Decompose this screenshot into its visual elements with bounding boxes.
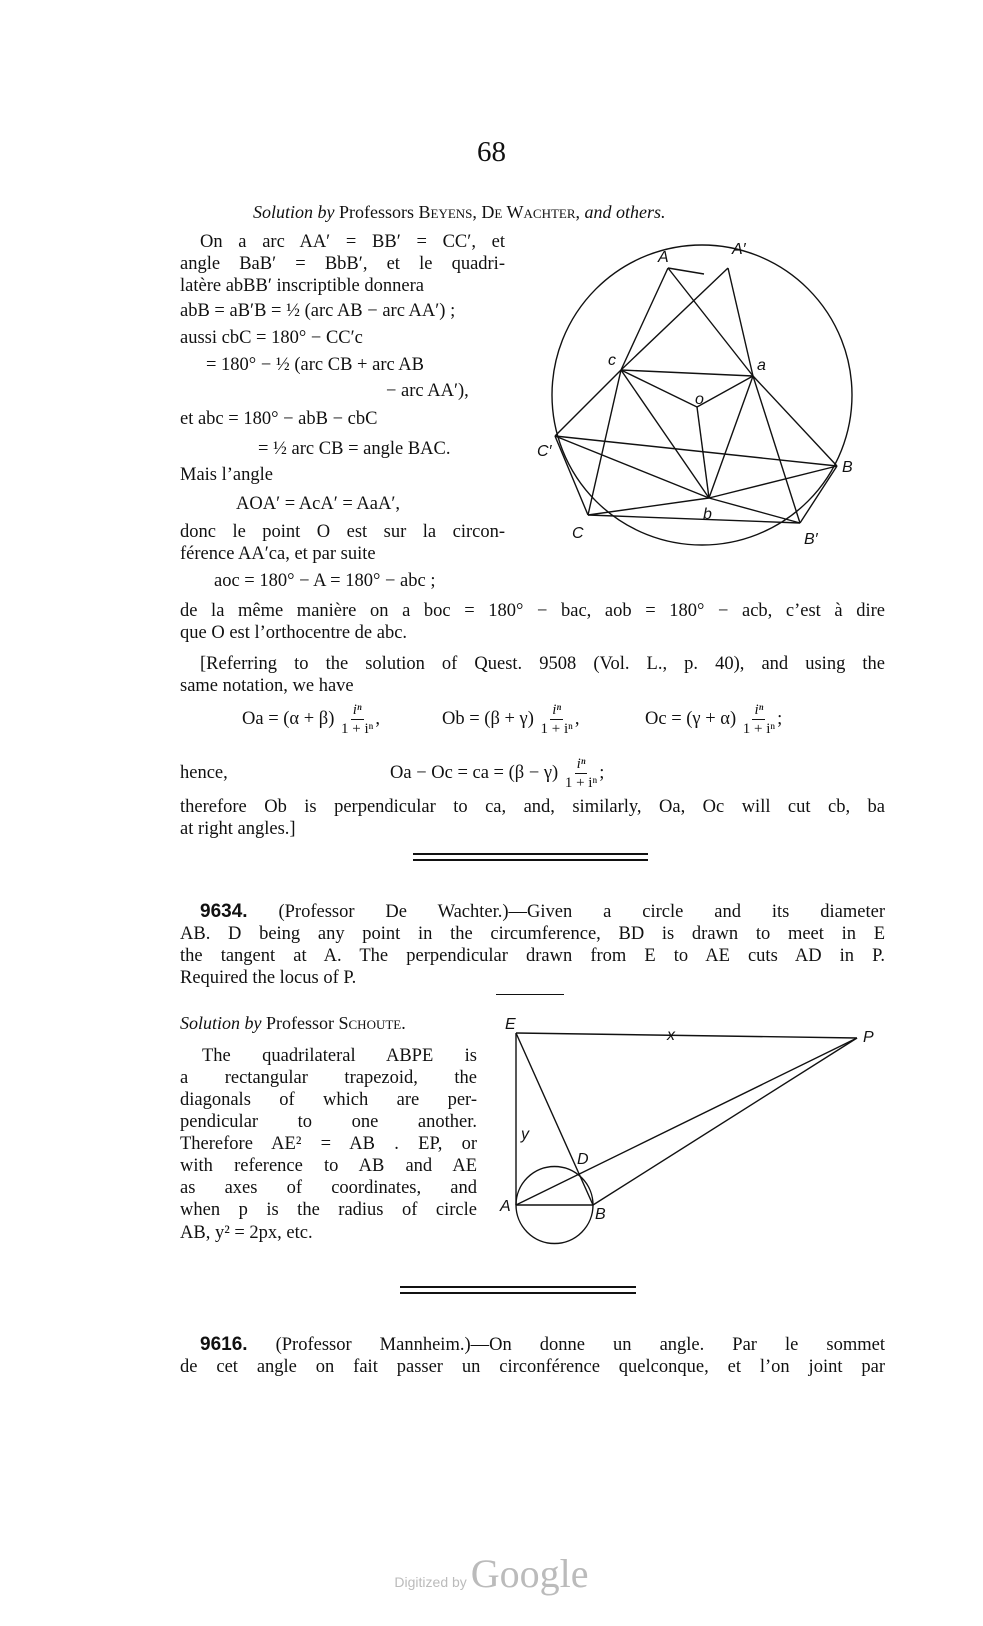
text-line: aoc = 180° − A = 180° − abc ; [214, 571, 436, 591]
text-line: férence AA′ca, et par suite [180, 544, 376, 564]
text-line: et abc = 180° − abB − cbC [180, 409, 378, 429]
text-line: therefore Ob is perpendicular to ca, and, similarly, Oa, Oc will cut cb, ba [180, 797, 885, 817]
point-label: A [658, 249, 669, 266]
point-label: E [505, 1016, 516, 1033]
text-line: Required the locus of P. [180, 968, 357, 988]
point-label: o [695, 391, 704, 408]
solution-heading: Solution by Professor Schoute. [180, 1013, 406, 1033]
text-line: Therefore AE² = AB . EP, or [180, 1134, 477, 1154]
divider [496, 994, 564, 995]
text-line: diagonals of which are per- [180, 1090, 477, 1110]
text-line: de cet angle on fait passer un circonférence quelconque, et l’on joint par [180, 1357, 885, 1377]
point-label: a [757, 357, 766, 374]
text-line: same notation, we have [180, 676, 354, 696]
text-line: at right angles.] [180, 819, 296, 839]
text-line: de la même manière on a boc = 180° − bac, aob = 180° − acb, c’est à dire [180, 601, 885, 621]
text-line: the tangent at A. The perpendicular drawn from E to AE cuts AD in P. [180, 946, 885, 966]
heading-tail: and others. [584, 202, 666, 222]
fraction: $\frac{\text{iⁿ}}{\text{1 + iⁿ}}$ [564, 756, 598, 791]
text-line: = 180° − ½ (arc CB + arc AB [206, 355, 425, 375]
fraction: $\frac{\text{iⁿ}}{\text{1 + iⁿ}}$ [341, 702, 374, 737]
point-label: P [863, 1029, 874, 1046]
text-line: latère abBB′ inscriptible donnera [180, 276, 424, 296]
author-name: De Wachter, [481, 202, 581, 222]
point-label: x [667, 1027, 675, 1044]
question-number: 9634. [200, 901, 248, 922]
text-line: when p is the radius of circle [180, 1200, 477, 1220]
author-name: Beyens, [418, 202, 477, 222]
equation-oa: Oa = (α + β) $\frac{\text{iⁿ}}{\text{1 + iⁿ}}$ , [242, 702, 380, 737]
fraction: $\frac{\text{iⁿ}}{\text{1 + iⁿ}}$ [540, 702, 573, 737]
question-line: 9616. (Professor Mannheim.)—On donne un angle. Par le sommet [200, 1334, 885, 1355]
fraction: $\frac{\text{iⁿ}}{\text{1 + iⁿ}}$ [742, 702, 776, 737]
point-label: c [608, 352, 616, 369]
point-label: B [595, 1206, 606, 1223]
text-line: AOA′ = AcA′ = AaA′, [236, 494, 401, 514]
point-label: A [500, 1198, 511, 1215]
text-line: as axes of coordinates, and [180, 1178, 477, 1198]
text-line: que O est l’orthocentre de abc. [180, 623, 408, 643]
equation-ob: Ob = (β + γ) $\frac{\text{iⁿ}}{\text{1 + iⁿ}}$ , [442, 702, 580, 737]
hence-label: hence, [180, 763, 228, 783]
divider [413, 859, 648, 861]
solution-heading [253, 202, 666, 223]
point-label: C′ [537, 443, 552, 460]
heading-italic: Solution by [253, 202, 335, 222]
trapezoid-figure [495, 1012, 890, 1257]
text-line: pendicular to one another. [180, 1112, 477, 1132]
heading-text: Professors [339, 202, 414, 222]
text-line: − arc AA′), [386, 381, 469, 401]
digitized-by-google-watermark: Digitized by Google [394, 1551, 589, 1596]
divider [413, 853, 648, 855]
text-line: aussi cbC = 180° − CC′c [180, 328, 363, 348]
divider [400, 1286, 636, 1288]
text-line: The quadrilateral ABPE is [202, 1046, 477, 1066]
text-line: a rectangular trapezoid, the [180, 1068, 477, 1088]
text-line: [Referring to the solution of Quest. 9508 (Vol. L., p. 40), and using the [200, 654, 885, 674]
point-label: A′ [732, 241, 746, 258]
divider [400, 1292, 636, 1294]
text-line: Mais l’angle [180, 465, 273, 485]
page-number: 68 [477, 136, 506, 168]
equation-oc: Oc = (γ + α) $\frac{\text{iⁿ}}{\text{1 + iⁿ}}$ ; [645, 702, 783, 737]
point-label: y [521, 1126, 529, 1143]
text-line: = ½ arc CB = angle BAC. [258, 439, 451, 459]
author-name: Schoute. [338, 1013, 406, 1033]
question-line: 9634. (Professor De Wachter.)—Given a circle and its diameter [200, 901, 886, 922]
text-line: with reference to AB and AE [180, 1156, 477, 1176]
point-label: B′ [804, 531, 818, 548]
equation-diff: Oa − Oc = ca = (β − γ) $\frac{\text{iⁿ}}{\text{1 + iⁿ}}$ ; [390, 756, 605, 791]
circle-triangle-figure [537, 232, 885, 567]
text-line: AB, y² = 2px, etc. [180, 1223, 313, 1243]
point-label: C [572, 525, 584, 542]
text-line: AB. D being any point in the circumference, BD is drawn to meet in E [180, 924, 885, 944]
point-label: D [577, 1151, 589, 1168]
question-number: 9616. [200, 1334, 248, 1355]
text-line: angle BaB′ = BbB′, et le quadri- [180, 254, 505, 274]
point-label: b [703, 506, 712, 523]
text-line: donc le point O est sur la circon- [180, 522, 505, 542]
text-line: On a arc AA′ = BB′ = CC′, et [200, 232, 505, 252]
text-line: abB = aB′B = ½ (arc AB − arc AA′) ; [180, 301, 456, 321]
point-label: B [842, 459, 853, 476]
